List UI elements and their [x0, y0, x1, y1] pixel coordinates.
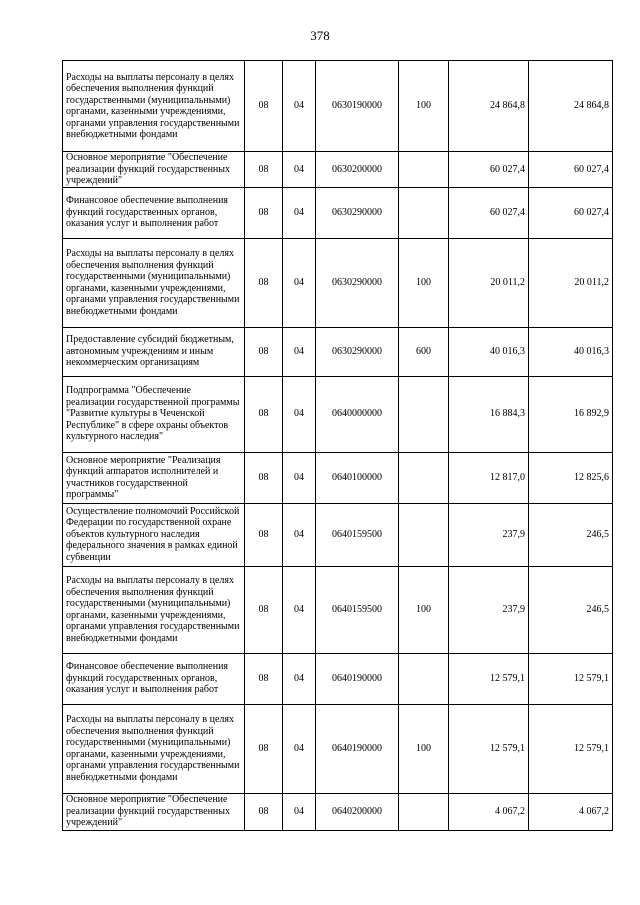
row-sum-2: 20 011,2 [529, 238, 613, 327]
row-name: Расходы на выплаты персоналу в целях обеспечения выполнения функций государственными (муниципальными) органами, казенными учреждениями, органами управления государственными внебюджетными фондами [63, 61, 245, 152]
table-row [63, 503, 613, 566]
row-sum-2: 60 027,4 [529, 187, 613, 238]
row-vr [399, 187, 449, 238]
row-name: Финансовое обеспечение выполнения функций государственных органов, оказания услуг и выполнения работ [63, 653, 245, 704]
row-name: Расходы на выплаты персоналу в целях обеспечения выполнения функций государственными (муниципальными) органами, казенными учреждениями, органами управления государственными внебюджетными фондами [63, 566, 245, 653]
row-sum-2: 12 825,6 [529, 452, 613, 503]
row-csr: 0640190000 [316, 653, 399, 704]
row-name: Основное мероприятие "Реализация функций аппаратов исполнителей и участников государственной программы" [63, 452, 245, 503]
row-sum-1: 60 027,4 [449, 152, 529, 188]
table-row [63, 61, 613, 152]
row-sum-2: 246,5 [529, 566, 613, 653]
row-pr: 04 [283, 152, 316, 188]
row-csr: 0640200000 [316, 793, 399, 830]
row-vr: 100 [399, 566, 449, 653]
row-sum-2: 246,5 [529, 503, 613, 566]
row-pr: 04 [283, 704, 316, 793]
row-rz: 08 [245, 793, 283, 830]
row-sum-1: 237,9 [449, 503, 529, 566]
row-vr [399, 503, 449, 566]
row-pr: 04 [283, 503, 316, 566]
row-name: Основное мероприятие "Обеспечение реализации функций государственных учреждений" [63, 152, 245, 188]
row-rz: 08 [245, 704, 283, 793]
row-sum-1: 12 579,1 [449, 704, 529, 793]
row-pr: 04 [283, 452, 316, 503]
row-vr [399, 653, 449, 704]
row-sum-1: 4 067,2 [449, 793, 529, 830]
row-vr: 100 [399, 238, 449, 327]
row-name: Осуществление полномочий Российской Федерации по государственной охране объектов культурного наследия федерального значения в рамках единой субвенции [63, 503, 245, 566]
row-name: Подпрограмма "Обеспечение реализации государственной программы "Развитие культуры в Чеченской Республике" в сфере охраны объектов культурного наследия" [63, 376, 245, 452]
table-row [63, 187, 613, 238]
row-name: Предоставление субсидий бюджетным, автономным учреждениям и иным некоммерческим организациям [63, 327, 245, 376]
row-sum-2: 12 579,1 [529, 653, 613, 704]
row-sum-2: 4 067,2 [529, 793, 613, 830]
row-csr: 0640190000 [316, 704, 399, 793]
row-csr: 0630200000 [316, 152, 399, 188]
row-pr: 04 [283, 793, 316, 830]
row-pr: 04 [283, 376, 316, 452]
row-rz: 08 [245, 653, 283, 704]
row-sum-2: 40 016,3 [529, 327, 613, 376]
row-csr: 0640159500 [316, 503, 399, 566]
budget-table [62, 60, 613, 831]
row-rz: 08 [245, 566, 283, 653]
row-name: Основное мероприятие "Обеспечение реализации функций государственных учреждений" [63, 793, 245, 830]
table-row [63, 327, 613, 376]
row-name: Финансовое обеспечение выполнения функций государственных органов, оказания услуг и выполнения работ [63, 187, 245, 238]
row-sum-2: 12 579,1 [529, 704, 613, 793]
row-sum-1: 16 884,3 [449, 376, 529, 452]
row-sum-2: 60 027,4 [529, 152, 613, 188]
row-vr [399, 452, 449, 503]
row-rz: 08 [245, 187, 283, 238]
table-row [63, 152, 613, 188]
row-vr: 100 [399, 61, 449, 152]
row-csr: 0630290000 [316, 238, 399, 327]
table-row [63, 238, 613, 327]
row-rz: 08 [245, 152, 283, 188]
row-csr: 0640100000 [316, 452, 399, 503]
row-sum-1: 24 864,8 [449, 61, 529, 152]
row-csr: 0630290000 [316, 327, 399, 376]
row-sum-1: 237,9 [449, 566, 529, 653]
row-pr: 04 [283, 238, 316, 327]
table-row [63, 376, 613, 452]
row-pr: 04 [283, 327, 316, 376]
row-vr [399, 152, 449, 188]
table-row [63, 452, 613, 503]
row-pr: 04 [283, 653, 316, 704]
table-row [63, 793, 613, 830]
row-csr: 0630190000 [316, 61, 399, 152]
row-vr [399, 793, 449, 830]
row-pr: 04 [283, 61, 316, 152]
row-rz: 08 [245, 452, 283, 503]
row-csr: 0640000000 [316, 376, 399, 452]
row-sum-1: 20 011,2 [449, 238, 529, 327]
row-rz: 08 [245, 376, 283, 452]
row-sum-1: 40 016,3 [449, 327, 529, 376]
row-vr [399, 376, 449, 452]
row-rz: 08 [245, 61, 283, 152]
row-rz: 08 [245, 503, 283, 566]
row-csr: 0630290000 [316, 187, 399, 238]
page-number: 378 [310, 28, 330, 43]
row-name: Расходы на выплаты персоналу в целях обеспечения выполнения функций государственными (муниципальными) органами, казенными учреждениями, органами управления государственными внебюджетными фондами [63, 704, 245, 793]
table-row [63, 704, 613, 793]
row-sum-1: 12 579,1 [449, 653, 529, 704]
row-vr: 100 [399, 704, 449, 793]
row-sum-2: 24 864,8 [529, 61, 613, 152]
row-sum-1: 60 027,4 [449, 187, 529, 238]
row-csr: 0640159500 [316, 566, 399, 653]
row-rz: 08 [245, 238, 283, 327]
row-rz: 08 [245, 327, 283, 376]
row-pr: 04 [283, 187, 316, 238]
row-vr: 600 [399, 327, 449, 376]
table-row [63, 653, 613, 704]
row-sum-1: 12 817,0 [449, 452, 529, 503]
table-row [63, 566, 613, 653]
row-name: Расходы на выплаты персоналу в целях обеспечения выполнения функций государственными (муниципальными) органами, казенными учреждениями, органами управления государственными внебюджетными фондами [63, 238, 245, 327]
row-pr: 04 [283, 566, 316, 653]
row-sum-2: 16 892,9 [529, 376, 613, 452]
